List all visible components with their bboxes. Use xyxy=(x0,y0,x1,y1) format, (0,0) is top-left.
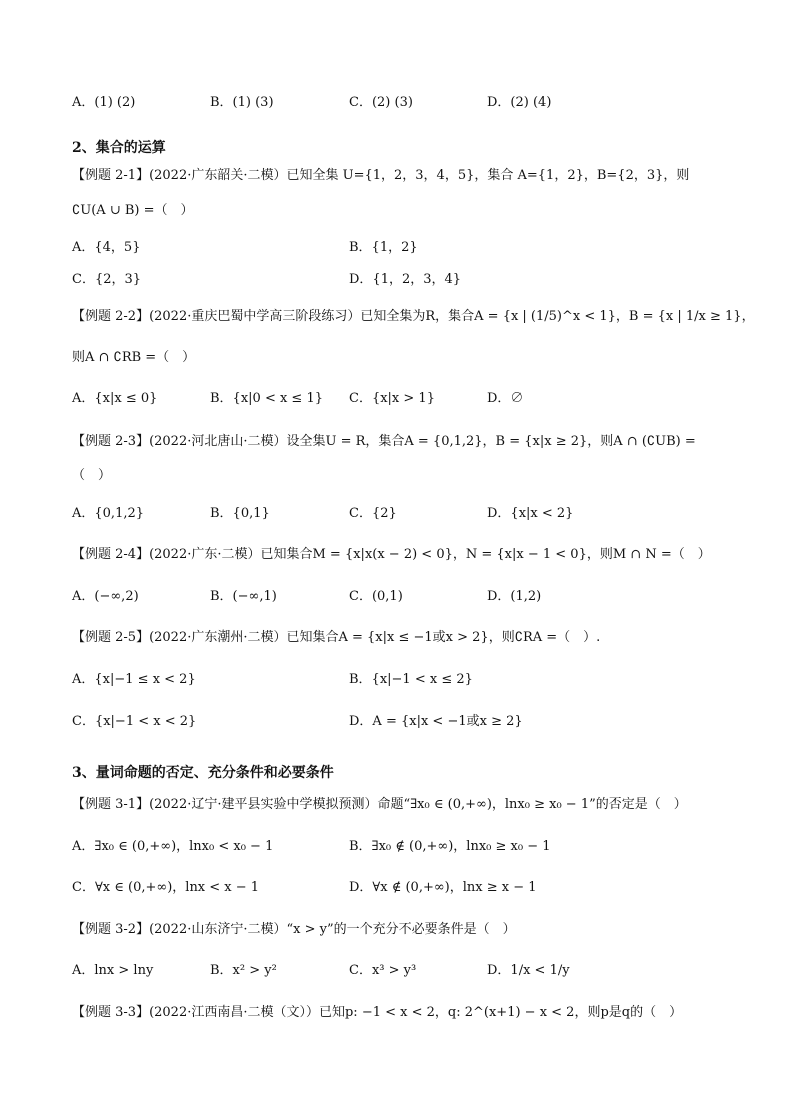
option-d: D．{x|x < 2} xyxy=(487,506,574,521)
option-c: C．{x|x > 1} xyxy=(349,391,435,406)
option-c: C．{2} xyxy=(349,506,397,521)
question-stem: 【例题 2-1】(2022·广东韶关·二模）已知全集 U={1，2，3，4，5}，集合 A={1，2}，B={2，3}，则 xyxy=(72,168,690,183)
option-a: A．∃x₀ ∈ (0,+∞)，lnx₀ < x₀ − 1 xyxy=(72,839,274,854)
option-b: B．{1，2} xyxy=(349,240,418,255)
option-b: B．∃x₀ ∉ (0,+∞)，lnx₀ ≥ x₀ − 1 xyxy=(349,839,551,854)
option-b: B．{x|0 < x ≤ 1} xyxy=(210,391,323,406)
option-b: B．(−∞,1) xyxy=(210,589,277,604)
option-a: A．(1) (2) xyxy=(72,95,136,110)
option-d: D．A = {x|x < −1或x ≥ 2} xyxy=(349,714,523,729)
question-stem-cont: ∁U(A ∪ B) =（ ） xyxy=(72,203,194,218)
option-c: C．(2) (3) xyxy=(349,95,413,110)
section-title: 2、集合的运算 xyxy=(72,140,166,156)
option-a: A．lnx > lny xyxy=(72,963,154,978)
option-a: A．(−∞,2) xyxy=(72,589,139,604)
question-stem: 【例题 3-3】(2022·江西南昌·二模（文））已知p: −1 < x < 2，q: 2^(x+1) − x < 2，则p是q的（ ） xyxy=(72,1005,683,1020)
option-d: D．∀x ∉ (0,+∞)，lnx ≥ x − 1 xyxy=(349,880,537,895)
question-stem: 【例题 2-5】(2022·广东潮州·二模）已知集合A = {x|x ≤ −1或x > 2}，则∁RA =（ ）. xyxy=(72,630,601,645)
option-c: C．x³ > y³ xyxy=(349,963,417,978)
option-d: D．1/x < 1/y xyxy=(487,963,570,978)
option-b: B．(1) (3) xyxy=(210,95,274,110)
option-d: D．{1，2，3，4} xyxy=(349,272,462,287)
option-b: B．{0,1} xyxy=(210,506,270,521)
option-b: B．{x|−1 < x ≤ 2} xyxy=(349,672,473,687)
option-c: C．(0,1) xyxy=(349,589,403,604)
question-stem: 【例题 3-2】(2022·山东济宁·二模）“x > y”的一个充分不必要条件是（ ） xyxy=(72,922,516,937)
option-d: D．(1,2) xyxy=(487,589,542,604)
option-a: A．{4，5} xyxy=(72,240,141,255)
option-a: A．{0,1,2} xyxy=(72,506,145,521)
option-a: A．{x|−1 ≤ x < 2} xyxy=(72,672,196,687)
question-stem: 【例题 2-4】(2022·广东·二模）已知集合M = {x|x(x − 2) < 0}，N = {x|x − 1 < 0}，则M ∩ N =（ ） xyxy=(72,547,711,562)
option-a: A．{x|x ≤ 0} xyxy=(72,391,158,406)
question-stem: 【例题 2-2】(2022·重庆巴蜀中学高三阶段练习）已知全集为R，集合A = {x | (1/5)^x < 1}，B = {x | 1/x ≥ 1}， xyxy=(72,309,755,324)
question-stem: 【例题 3-1】(2022·辽宁·建平县实验中学模拟预测）命题“∃x₀ ∈ (0,+∞)，lnx₀ ≥ x₀ − 1”的否定是（ ） xyxy=(72,797,687,812)
option-c: C．{x|−1 < x < 2} xyxy=(72,714,197,729)
question-stem: 【例题 2-3】(2022·河北唐山·二模）设全集U = R，集合A = {0,1,2}，B = {x|x ≥ 2}，则A ∩ (∁UB) = xyxy=(72,434,696,449)
option-c: C．∀x ∈ (0,+∞)，lnx < x − 1 xyxy=(72,880,260,895)
section-title: 3、量词命题的否定、充分条件和必要条件 xyxy=(72,765,334,781)
option-b: B．x² > y² xyxy=(210,963,277,978)
question-stem-cont: 则A ∩ ∁RB =（ ） xyxy=(72,350,196,365)
option-d: D．∅ xyxy=(487,391,524,406)
question-stem-cont: （ ） xyxy=(72,468,112,483)
option-d: D．(2) (4) xyxy=(487,95,552,110)
option-c: C．{2，3} xyxy=(72,272,142,287)
